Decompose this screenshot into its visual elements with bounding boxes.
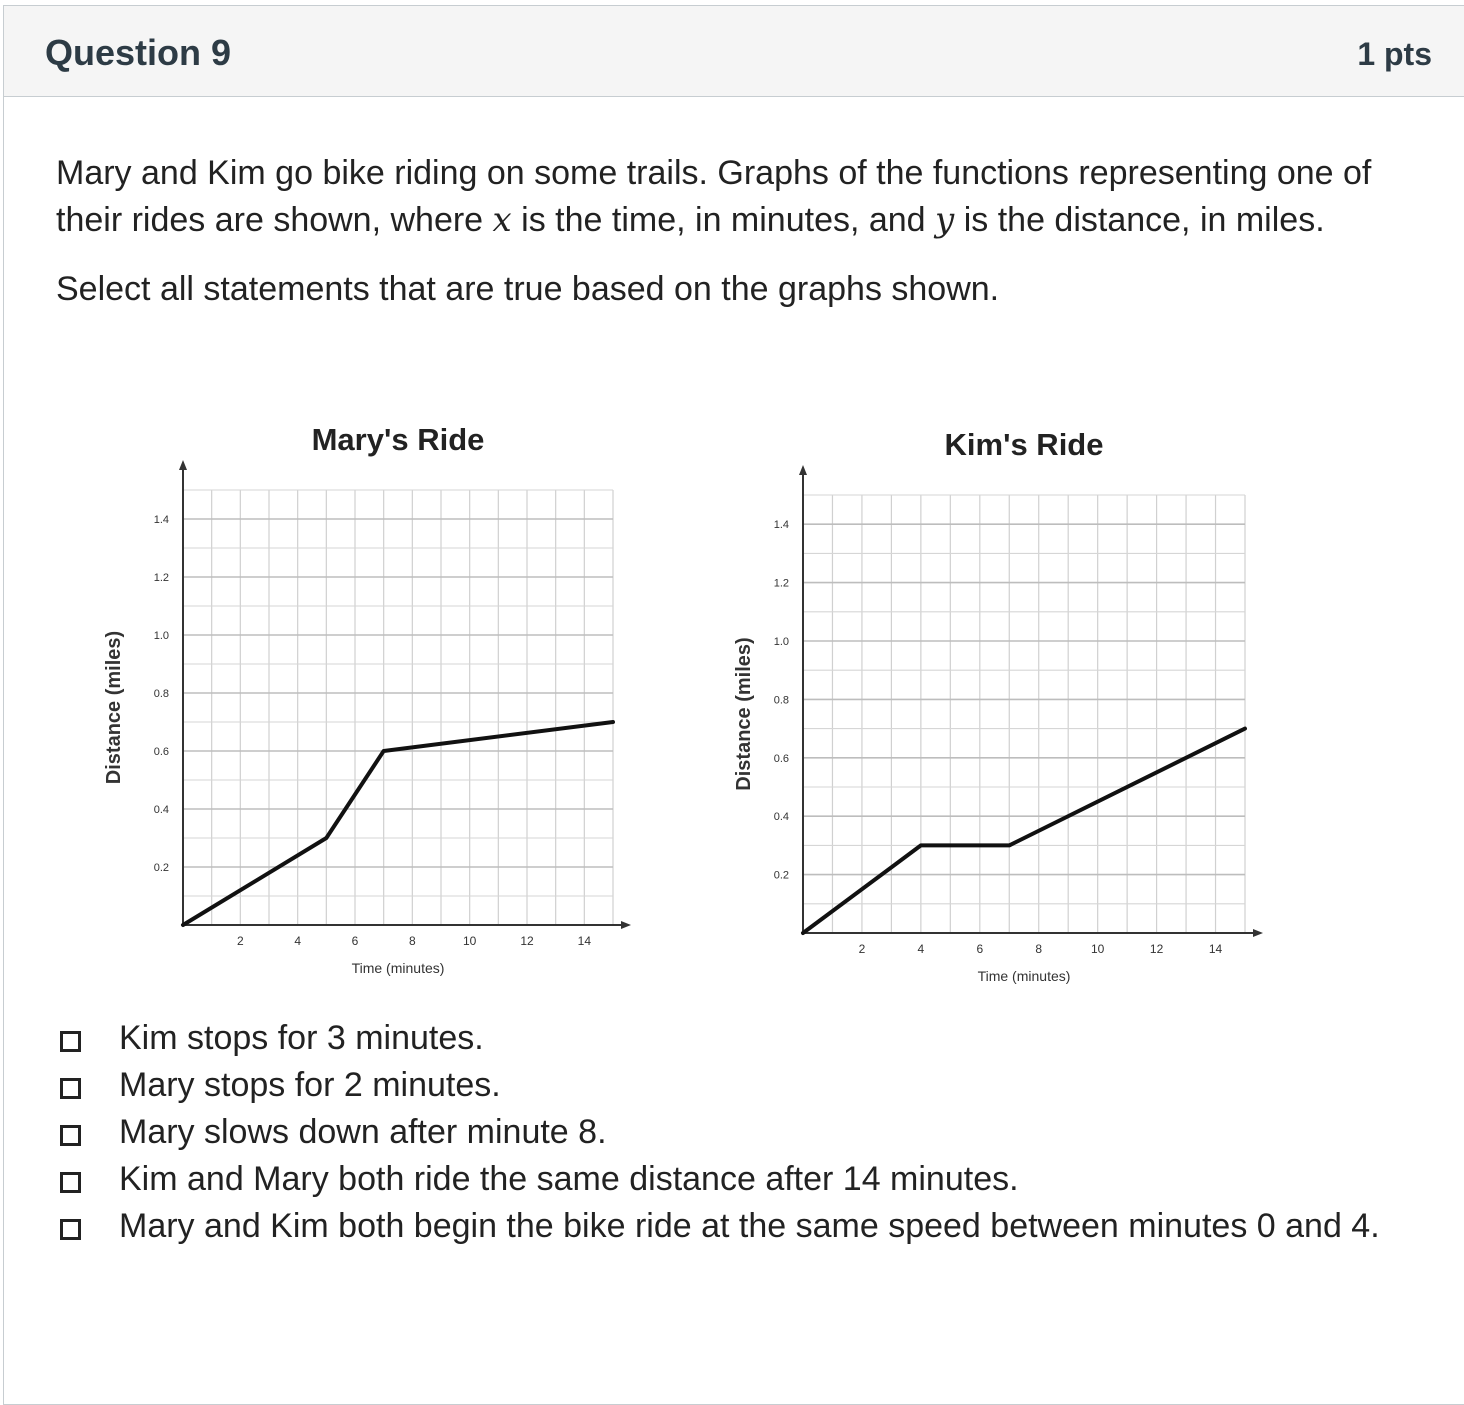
kims-ride-chart — [718, 425, 1298, 1000]
y-axis-arrow — [179, 460, 187, 470]
x-axis-arrow — [621, 921, 631, 929]
y-axis-label: Distance (miles) — [103, 630, 125, 785]
answer-option[interactable] — [60, 1203, 1380, 1250]
chart-grid — [183, 490, 613, 925]
answer-option[interactable] — [60, 1062, 1380, 1109]
x-tick-label: 6 — [976, 942, 984, 956]
x-tick-label: 14 — [1208, 942, 1223, 956]
question-points: 1 pts — [1357, 36, 1432, 72]
answer-options — [60, 1015, 1380, 1250]
x-tick-label: 6 — [351, 934, 359, 948]
prompt-instruction: Select all statements that are true based on the graphs shown. — [56, 270, 1000, 308]
x-tick-label: 2 — [858, 942, 866, 956]
chart-svg — [88, 415, 668, 990]
option-label: Mary stops for 2 minutes. — [119, 1066, 501, 1104]
y-axis-label: Distance (miles) — [733, 637, 755, 791]
chart-title: Mary's Ride — [311, 422, 485, 457]
y-axis-arrow — [799, 465, 807, 475]
y-tick-label: 1.2 — [773, 577, 789, 590]
x-tick-label: 2 — [236, 934, 244, 948]
option-label: Mary and Kim both begin the bike ride at the same speed between minutes 0 and 4. — [119, 1207, 1380, 1245]
y-tick-label: 1.0 — [153, 630, 169, 642]
question-prompt — [56, 150, 1416, 335]
option-checkbox[interactable] — [60, 1078, 81, 1099]
x-tick-label: 14 — [577, 934, 592, 948]
question-title: Question 9 — [45, 32, 232, 73]
x-tick-label: 4 — [294, 934, 302, 948]
option-checkbox[interactable] — [60, 1031, 81, 1052]
prompt-paragraph — [56, 150, 1416, 244]
x-tick-label: 12 — [1149, 942, 1164, 956]
answer-option[interactable] — [60, 1015, 1380, 1062]
question-header — [4, 6, 1464, 97]
prompt-text-mid: is the time, in minutes, and — [511, 201, 936, 239]
option-checkbox[interactable] — [60, 1219, 81, 1240]
option-checkbox[interactable] — [60, 1125, 81, 1146]
variable-y: y — [935, 200, 955, 240]
chart-title: Kim's Ride — [944, 427, 1104, 462]
series-line — [803, 729, 1245, 933]
option-label: Kim stops for 3 minutes. — [119, 1019, 484, 1057]
y-tick-label: 0.2 — [773, 869, 789, 882]
option-label: Mary slows down after minute 8. — [119, 1113, 607, 1151]
y-tick-label: 0.2 — [153, 862, 169, 874]
chart-grid — [803, 495, 1245, 933]
chart-svg — [718, 425, 1298, 1000]
option-checkbox[interactable] — [60, 1172, 81, 1193]
answer-option[interactable] — [60, 1156, 1380, 1203]
y-tick-label: 1.4 — [773, 519, 789, 532]
x-tick-label: 12 — [520, 934, 534, 948]
y-tick-label: 0.6 — [773, 752, 789, 765]
x-tick-label: 4 — [917, 942, 925, 956]
option-label: Kim and Mary both ride the same distance after 14 minutes. — [119, 1160, 1019, 1198]
answer-option[interactable] — [60, 1109, 1380, 1156]
y-tick-label: 1.0 — [773, 636, 789, 648]
variable-x: x — [492, 200, 512, 240]
x-axis-label: Time (minutes) — [977, 968, 1071, 984]
y-tick-label: 0.4 — [153, 804, 169, 816]
y-tick-label: 1.2 — [153, 572, 169, 584]
x-axis-label: Time (minutes) — [351, 960, 445, 976]
prompt-text-end: is the distance, in miles. — [954, 201, 1325, 239]
x-tick-label: 10 — [462, 934, 477, 948]
y-tick-label: 0.6 — [153, 746, 169, 758]
prompt-text-start: Mary and Kim go bike riding on some trails. Graphs of the functions representing one of their rides are shown, where — [56, 154, 1372, 239]
series-line — [183, 722, 613, 925]
marys-ride-chart — [88, 415, 668, 990]
y-tick-label: 0.8 — [773, 694, 789, 707]
x-tick-label: 8 — [408, 934, 416, 948]
y-tick-label: 0.4 — [773, 811, 789, 824]
x-tick-label: 10 — [1090, 942, 1105, 956]
y-tick-label: 1.4 — [153, 514, 169, 526]
y-tick-label: 0.8 — [153, 688, 169, 700]
x-tick-label: 8 — [1035, 942, 1043, 956]
x-axis-arrow — [1253, 929, 1263, 937]
